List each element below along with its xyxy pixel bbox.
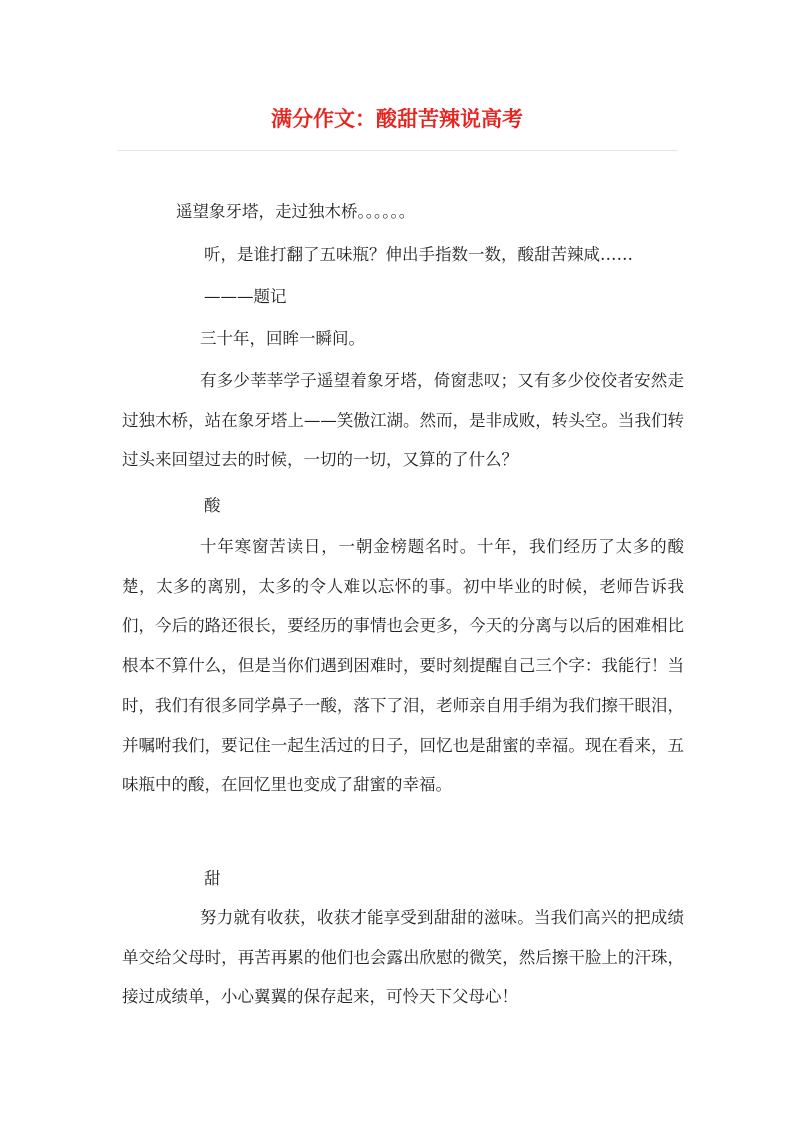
many-students-paragraph: 有多少莘莘学子遥望着象牙塔，倚窗悲叹；又有多少佼佼者安然走过独木桥，站在象牙塔上——笑傲江湖。然而，是非成败，转头空。当我们转过头来回望过去的时候，一切的一切，又算的了什么？ xyxy=(122,371,684,470)
sour-paragraph: 十年寒窗苦读日，一朝金榜题名时。十年，我们经历了太多的酸楚，太多的离别，太多的令人难以忘怀的事。初中毕业的时候，老师告诉我们，今后的路还很长，要经历的事情也会更多，今天的分离与以后的困难相比根本不算什么，但是当你们遇到困难时，要时刻提醒自己三个字：我能行！当时，我们有很多同学鼻子一酸，落下了泪，老师亲自用手绢为我们擦干眼泪，并嘱咐我们，要记住一起生活过的日子，回忆也是甜蜜的幸福。现在看来，五味瓶中的酸，在回忆里也变成了甜蜜的幸福。 xyxy=(122,537,684,795)
heading-sour: 酸 xyxy=(204,496,221,515)
intro-line: 遥望象牙塔，走过独木桥。。。。。。 xyxy=(176,202,416,221)
sweet-paragraph: 努力就有收获，收获才能享受到甜甜的滋味。当我们高兴的把成绩单交给父母时，再苦再累的他们也会露出欣慰的微笑，然后擦干脸上的汗珠，接过成绩单，小心翼翼的保存起来，可怜天下父母心！ xyxy=(122,908,684,1007)
listen-line: 听，是谁打翻了五味瓶？伸出手指数一数，酸甜苦辣咸…… xyxy=(204,245,633,264)
inscription: ———题记 xyxy=(204,287,287,306)
heading-sweet: 甜 xyxy=(204,869,221,888)
document-title: 满分作文：酸甜苦辣说高考 xyxy=(271,107,523,131)
thirty-years-line: 三十年，回眸一瞬间。 xyxy=(200,329,365,348)
title-divider xyxy=(118,150,678,151)
